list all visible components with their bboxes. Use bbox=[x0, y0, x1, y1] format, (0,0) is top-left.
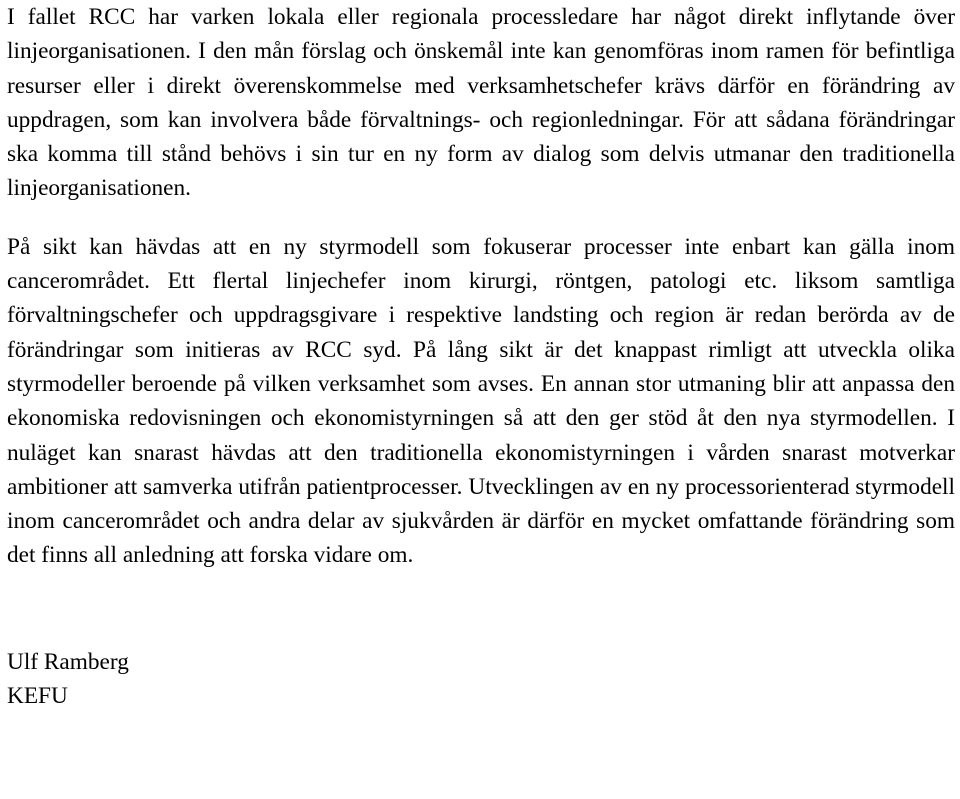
signature-affiliation: KEFU bbox=[7, 682, 68, 709]
signature-name: Ulf Ramberg bbox=[7, 648, 129, 675]
paragraph-2: På sikt kan hävdas att en ny styrmodell som fokuserar processer inte enbart kan gälla inom cancerområdet. Ett flertal linjechefer inom kirurgi, röntgen, patologi etc. liksom samtliga förvaltningschefer och uppdragsgivare i respektive landsting och region är redan berörda av de förändringar som initieras av RCC syd. På lång sikt är det knappast rimligt att utveckla olika styrmodeller beroende på vilken verksamhet som avses. En annan stor utmaning blir att anpassa den ekonomiska redovisningen och ekonomistyrningen så att den ger stöd åt den nya styrmodellen. I nuläget kan snarast hävdas att den traditionella ekonomistyrningen i vården snarast motverkar ambitioner att samverka utifrån patientprocesser. Utvecklingen av en ny processorienterad styrmodell inom cancerområdet och andra delar av sjukvården är därför en mycket omfattande förändring som det finns all anledning att forska vidare om. bbox=[7, 233, 955, 569]
document-page bbox=[7, 0, 955, 713]
signature-block bbox=[7, 645, 955, 713]
signature-spacer bbox=[7, 573, 955, 645]
paragraph-1: I fallet RCC har varken lokala eller regionala processledare har något direkt inflytande över linjeorganisationen. I den mån förslag och önskemål inte kan genomföras inom ramen för befintliga resurser eller i direkt överenskommelse med verksamhetschefer krävs därför en förändring av uppdragen, som kan involvera både förvaltnings- och regionledningar. För att sådana förändringar ska komma till stånd behövs i sin tur en ny form av dialog som delvis utmanar den traditionella linjeorganisationen. bbox=[7, 4, 955, 202]
paragraph-spacer bbox=[7, 206, 955, 230]
